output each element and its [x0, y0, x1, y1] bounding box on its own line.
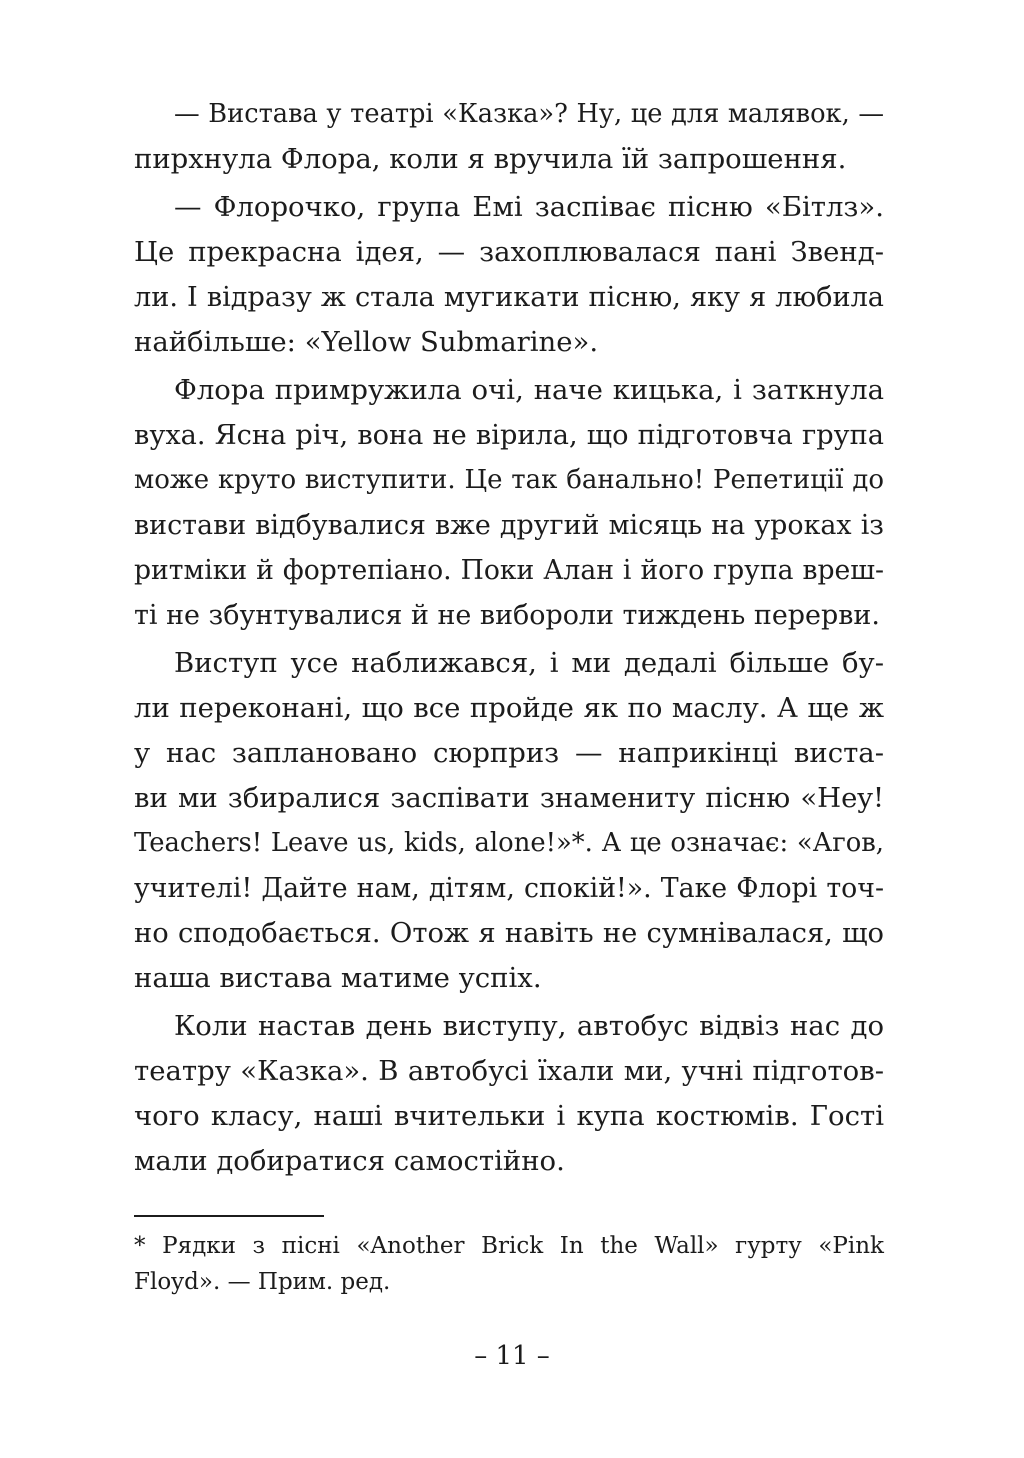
- body-line: пирхнула Флора, коли я вручила їй запрошення.: [134, 143, 847, 175]
- body-line: Це прекрасна ідея, — захоплювалася пані Звенд-: [134, 236, 884, 268]
- body-line: учителі! Дайте нам, дітям, спокій!». Таке Флорі точ-: [134, 873, 884, 904]
- footnote-line: * Рядки з пісні «Another Brick In the Wall» гурту «Pink: [134, 1233, 884, 1259]
- body-line: ті не збунтувалися й не вибороли тиждень перерви.: [134, 600, 880, 631]
- body-line: Виступ усе наближався, і ми дедалі більше бу-: [174, 647, 884, 679]
- body-line: наша вистава матиме успіх.: [134, 962, 542, 994]
- footnote-line: Floyd». — Прим. ред.: [134, 1269, 391, 1295]
- page-number: – 11 –: [474, 1341, 550, 1371]
- body-line: — Вистава у театрі «Казка»? Ну, це для малявок, —: [174, 99, 884, 129]
- page-body: [134, 92, 884, 1184]
- footnote-divider: [134, 1215, 324, 1217]
- body-line: Коли настав день виступу, автобус відвіз нас до: [174, 1010, 884, 1042]
- body-line: вуха. Ясна річ, вона не вірила, що підготовча група: [134, 420, 884, 451]
- body-line: у нас заплановано сюрприз — наприкінці виста-: [134, 737, 884, 769]
- body-line: мали добиратися самостійно.: [134, 1145, 565, 1177]
- body-line: найбільше: «Yellow Submarine».: [134, 326, 599, 358]
- body-line: театру «Казка». В автобусі їхали ми, учні підготов-: [134, 1055, 884, 1087]
- body-line: ритміки й фортепіано. Поки Алан і його група вреш-: [134, 555, 884, 586]
- body-line: вистави відбувалися вже другий місяць на уроках із: [134, 510, 884, 541]
- body-line: но сподобається. Отож я навіть не сумнівалася, що: [134, 918, 884, 949]
- body-line: ли переконані, що все пройде як по маслу. А ще ж: [134, 692, 884, 724]
- body-line: може круто виступити. Це так банально! Репетиції до: [134, 465, 884, 495]
- footnote: [134, 1228, 884, 1300]
- body-line: ви ми збиралися заспівати знамениту пісню «Hey!: [134, 782, 884, 814]
- body-line: чого класу, наші вчительки і купа костюмів. Гості: [134, 1100, 884, 1132]
- body-line: Флора примружила очі, наче кицька, і заткнула: [174, 374, 884, 406]
- body-line: — Флорочко, група Емі заспіває пісню «Бітлз».: [174, 191, 884, 223]
- body-line: Teachers! Leave us, kids, alone!»*. А це означає: «Агов,: [134, 828, 884, 858]
- body-line: ли. І відразу ж стала мугикати пісню, яку я любила: [134, 282, 884, 313]
